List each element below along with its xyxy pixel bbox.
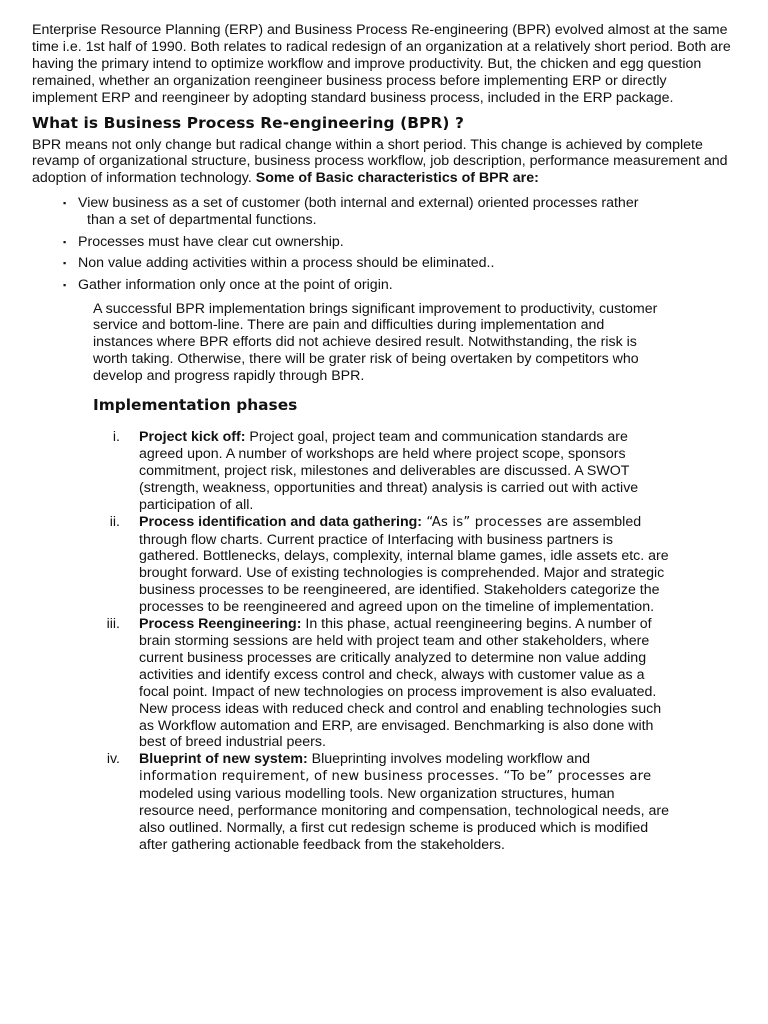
bpr-definition-text: BPR means not only change but radical change within a short period. This change is achieved by complete revamp of organizational structure, business process workflow, job description, performance measurement and adoption of information technology. [32, 136, 728, 187]
phase-item [32, 514, 669, 616]
phase-body-start: Blueprinting involves modeling workflow and [307, 751, 591, 768]
phase-item [32, 751, 669, 853]
bullet-icon: ▪ [63, 279, 67, 290]
phase-item [32, 429, 669, 514]
bullet-icon: ▪ [63, 236, 67, 247]
list-item [32, 277, 732, 294]
phase-numeral: ii. [109, 513, 120, 530]
phase-title: Blueprint of new system: [139, 751, 308, 768]
implementation-phases-list [32, 429, 732, 854]
phase-title: Process identification and data gathering: [139, 513, 423, 530]
bpr-heading: What is Business Process Re-engineering (BPR) ? [32, 113, 465, 132]
list-item-text: Non value adding activities within a process should be eliminated.. [78, 255, 495, 272]
list-item [32, 195, 732, 229]
bullet-icon: ▪ [63, 258, 67, 269]
characteristics-label: Some of Basic characteristics of BPR are: [255, 170, 539, 187]
list-item-text: Processes must have clear cut ownership. [78, 233, 344, 250]
phase-numeral: i. [112, 429, 120, 446]
phase-body: assembled through flow charts. Current practice of Interfacing with business partners is gathered. Bottlenecks, delays, complexity, internal blame games, idle assets etc. are brought forward. Use of existing technologies is comprehended. Major and strategic business processes to be reengineered, are identified. Stakeholders categorize the processes to be reengineered and agreed upon on the timeline of implementation. [139, 513, 669, 616]
phase-title: Project kick off: [139, 429, 246, 446]
bpr-characteristics-list [32, 195, 732, 293]
phase-numeral: iv. [106, 751, 120, 768]
phase-body: Project goal, project team and communication standards are agreed upon. A number of workshops are held where project scope, sponsors commitment, project risk, milestones and deliverables are discussed. A SWOT (strength, weakness, opportunities and threat) analysis is carried out with active participation of all. [139, 429, 639, 513]
phase-alt-text: “As is” processes are [422, 514, 569, 530]
bpr-success-paragraph: A successful BPR implementation brings significant improvement to productivity, customer service and bottom-line. There are pain and difficulties during implementation and instances where BPR efforts did not achieve desired result. Notwithstanding, the risk is worth taking. Otherwise, there will be grater risk of being overtaken by competitors who develop and progress rapidly through BPR. [93, 300, 658, 385]
document-page [32, 22, 732, 854]
bpr-definition-paragraph [32, 137, 732, 188]
intro-paragraph: Enterprise Resource Planning (ERP) and Business Process Re-engineering (BPR) evolved almost at the same time i.e. 1st half of 1990. Both relates to radical redesign of an organization at a relatively short period. Both are having the primary intend to optimize workflow and improve productivity. But, the chicken and egg question remained, whether an organization reengineer business process before implementing ERP or directly implement ERP and reengineer by adopting standard business process, included in the ERP package. [32, 22, 731, 106]
implementation-heading: Implementation phases [93, 396, 298, 415]
list-item-text: Gather information only once at the point of origin. [78, 276, 393, 293]
list-item [32, 255, 732, 272]
list-item-text: View business as a set of customer (both internal and external) oriented processes rather [78, 195, 639, 212]
phase-numeral: iii. [106, 616, 120, 633]
phase-item [32, 616, 669, 751]
list-item-text-continued: than a set of departmental functions. [87, 212, 317, 229]
list-item [32, 234, 732, 251]
phase-body: In this phase, actual reengineering begins. A number of brain storming sessions are held with project team and other stakeholders, where current business processes are critically analyzed to determine non value adding activities and identify excess control and check, always with customer value as a focal point. Impact of new technologies on process improvement is also evaluated. New process ideas with reduced check and control and enabling technologies such as Workflow automation and ERP, are envisaged. Benchmarking is also done with best of breed industrial peers. [139, 616, 662, 751]
bullet-icon: ▪ [63, 198, 67, 209]
phase-body: modeled using various modelling tools. New organization structures, human resource need, performance monitoring and compensation, technological needs, are also outlined. Normally, a first cut redesign scheme is produced which is modified after gathering actionable feedback from the stakeholders. [139, 786, 669, 853]
phase-title: Process Reengineering: [139, 616, 302, 633]
phase-alt-text: information requirement, of new business processes. “To be” processes are [139, 769, 652, 785]
